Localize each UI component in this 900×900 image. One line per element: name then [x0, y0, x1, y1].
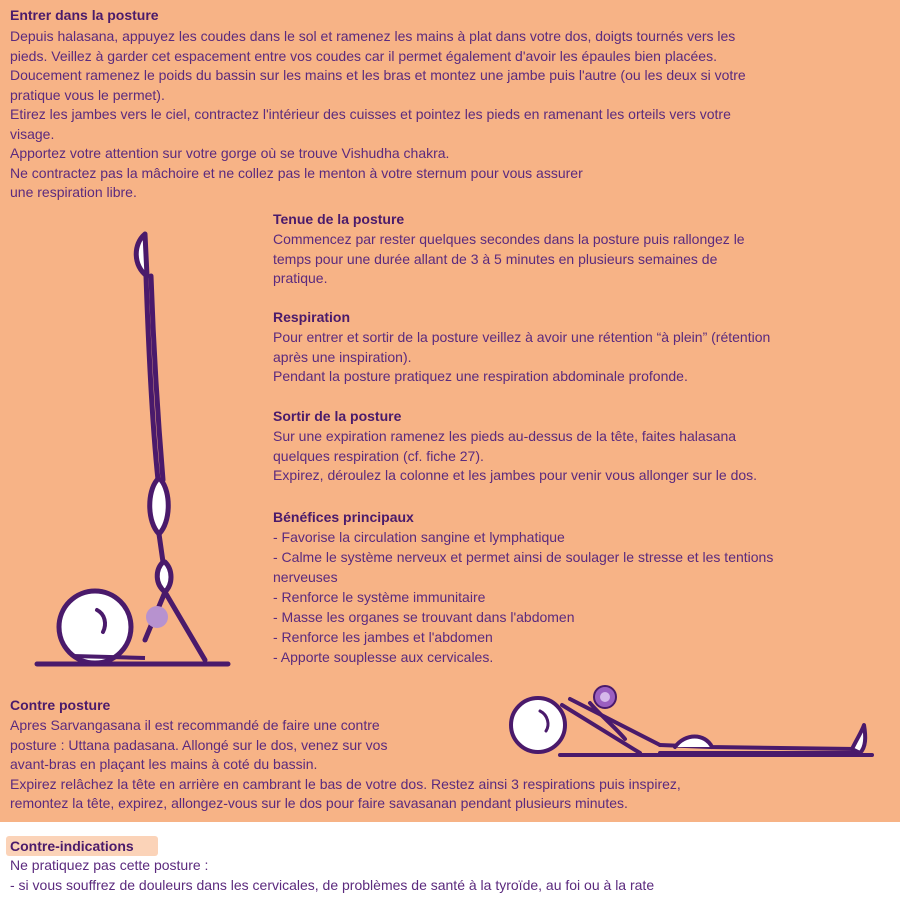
throat-chakra-flower-icon [594, 686, 616, 708]
benefices-list [273, 527, 893, 667]
entrer-line: Ne contractez pas la mâchoire et ne collez pas le menton à votre sternum pour vous assurer [10, 164, 583, 181]
entrer-line: visage. [10, 125, 55, 142]
contre-posture-line: avant-bras en plaçant les mains à coté du bassin. [10, 756, 318, 772]
entrer-line: Doucement ramenez le poids du bassin sur les mains et les bras et montez une jambe puis l'autre (ou les deux si votre [10, 67, 746, 83]
entrer-text [10, 27, 895, 203]
tenue-line: Commencez par rester quelques secondes dans la posture puis rallongez le [273, 231, 745, 247]
contre-indications-line: - si vous souffrez de douleurs dans les cervicales, de problèmes de santé à la tyroïde, au foi ou à la rate [10, 876, 655, 893]
contre-indications-line: Ne pratiquez pas cette posture : [10, 857, 209, 873]
list-item: - Calme le système nerveux et permet ainsi de soulager le stresse et les tentions [273, 549, 774, 565]
sortir-text [273, 427, 893, 486]
lying-counter-pose-figure-icon [500, 683, 880, 763]
entrer-line: pieds. Veillez à garder cet espacement entre vos coudes car il permet également d'avoir les épaules bien placées. [10, 47, 717, 64]
entrer-line: Depuis halasana, appuyez les coudes dans le sol et ramenez les mains à plat dans votre dos, doigts tournés vers les [10, 28, 736, 44]
tenue-text [273, 230, 893, 289]
contre-indications-text [10, 856, 895, 895]
respiration-line: Pour entrer et sortir de la posture veillez à avoir une rétention “à plein” (rétention [273, 329, 771, 345]
heading-respiration: Respiration [273, 309, 351, 325]
tenue-line: pratique. [273, 270, 328, 286]
contre-posture-line: Expirez relâchez la tête en arrière en cambrant le bas de votre dos. Restez ainsi 3 respirations puis inspirez, [10, 775, 681, 792]
entrer-line: pratique vous le permet). [10, 86, 165, 103]
shoulder-stand-figure-icon [25, 222, 240, 672]
list-item: - Renforce le système immunitaire [273, 589, 486, 605]
list-item: - Apporte souplesse aux cervicales. [273, 649, 494, 665]
entrer-line: une respiration libre. [10, 184, 137, 200]
respiration-line: après une inspiration). [273, 348, 412, 365]
respiration-line: Pendant la posture pratiquez une respiration abdominale profonde. [273, 368, 688, 384]
contre-posture-line: posture : Uttana padasana. Allongé sur le dos, venez sur vos [10, 736, 388, 753]
entrer-line: Apportez votre attention sur votre gorge où se trouve Vishudha chakra. [10, 145, 450, 161]
sortir-line: Sur une expiration ramenez les pieds au-dessus de la tête, faites halasana [273, 428, 737, 444]
contre-posture-line: remontez la tête, expirez, allongez-vous sur le dos pour faire savasanan pendant plusieurs minutes. [10, 795, 628, 811]
contre-posture-line: Apres Sarvangasana il est recommandé de faire une contre [10, 717, 380, 733]
heading-tenue: Tenue de la posture [273, 211, 405, 227]
tenue-line: temps pour une durée allant de 3 à 5 minutes en plusieurs semaines de [273, 250, 718, 267]
heading-entrer: Entrer dans la posture [10, 7, 159, 23]
sortir-line: Expirez, déroulez la colonne et les jambes pour venir vous allonger sur le dos. [273, 467, 758, 483]
heading-sortir: Sortir de la posture [273, 408, 402, 424]
entrer-line: Etirez les jambes vers le ciel, contractez l'intérieur des cuisses et pointez les pieds en ramenant les orteils vers votre [10, 106, 731, 122]
respiration-text [273, 328, 893, 387]
chakra-icon [146, 606, 168, 628]
list-item: - Masse les organes se trouvant dans l'abdomen [273, 609, 575, 625]
list-item: - Favorise la circulation sangine et lymphatique [273, 529, 565, 545]
list-item: - Renforce les jambes et l'abdomen [273, 629, 493, 645]
sortir-line: quelques respiration (cf. fiche 27). [273, 447, 484, 464]
heading-contre-indications: Contre-indications [10, 838, 134, 854]
heading-benefices: Bénéfices principaux [273, 509, 414, 525]
list-item: nerveuses [273, 569, 338, 585]
heading-contre-posture: Contre posture [10, 697, 111, 713]
